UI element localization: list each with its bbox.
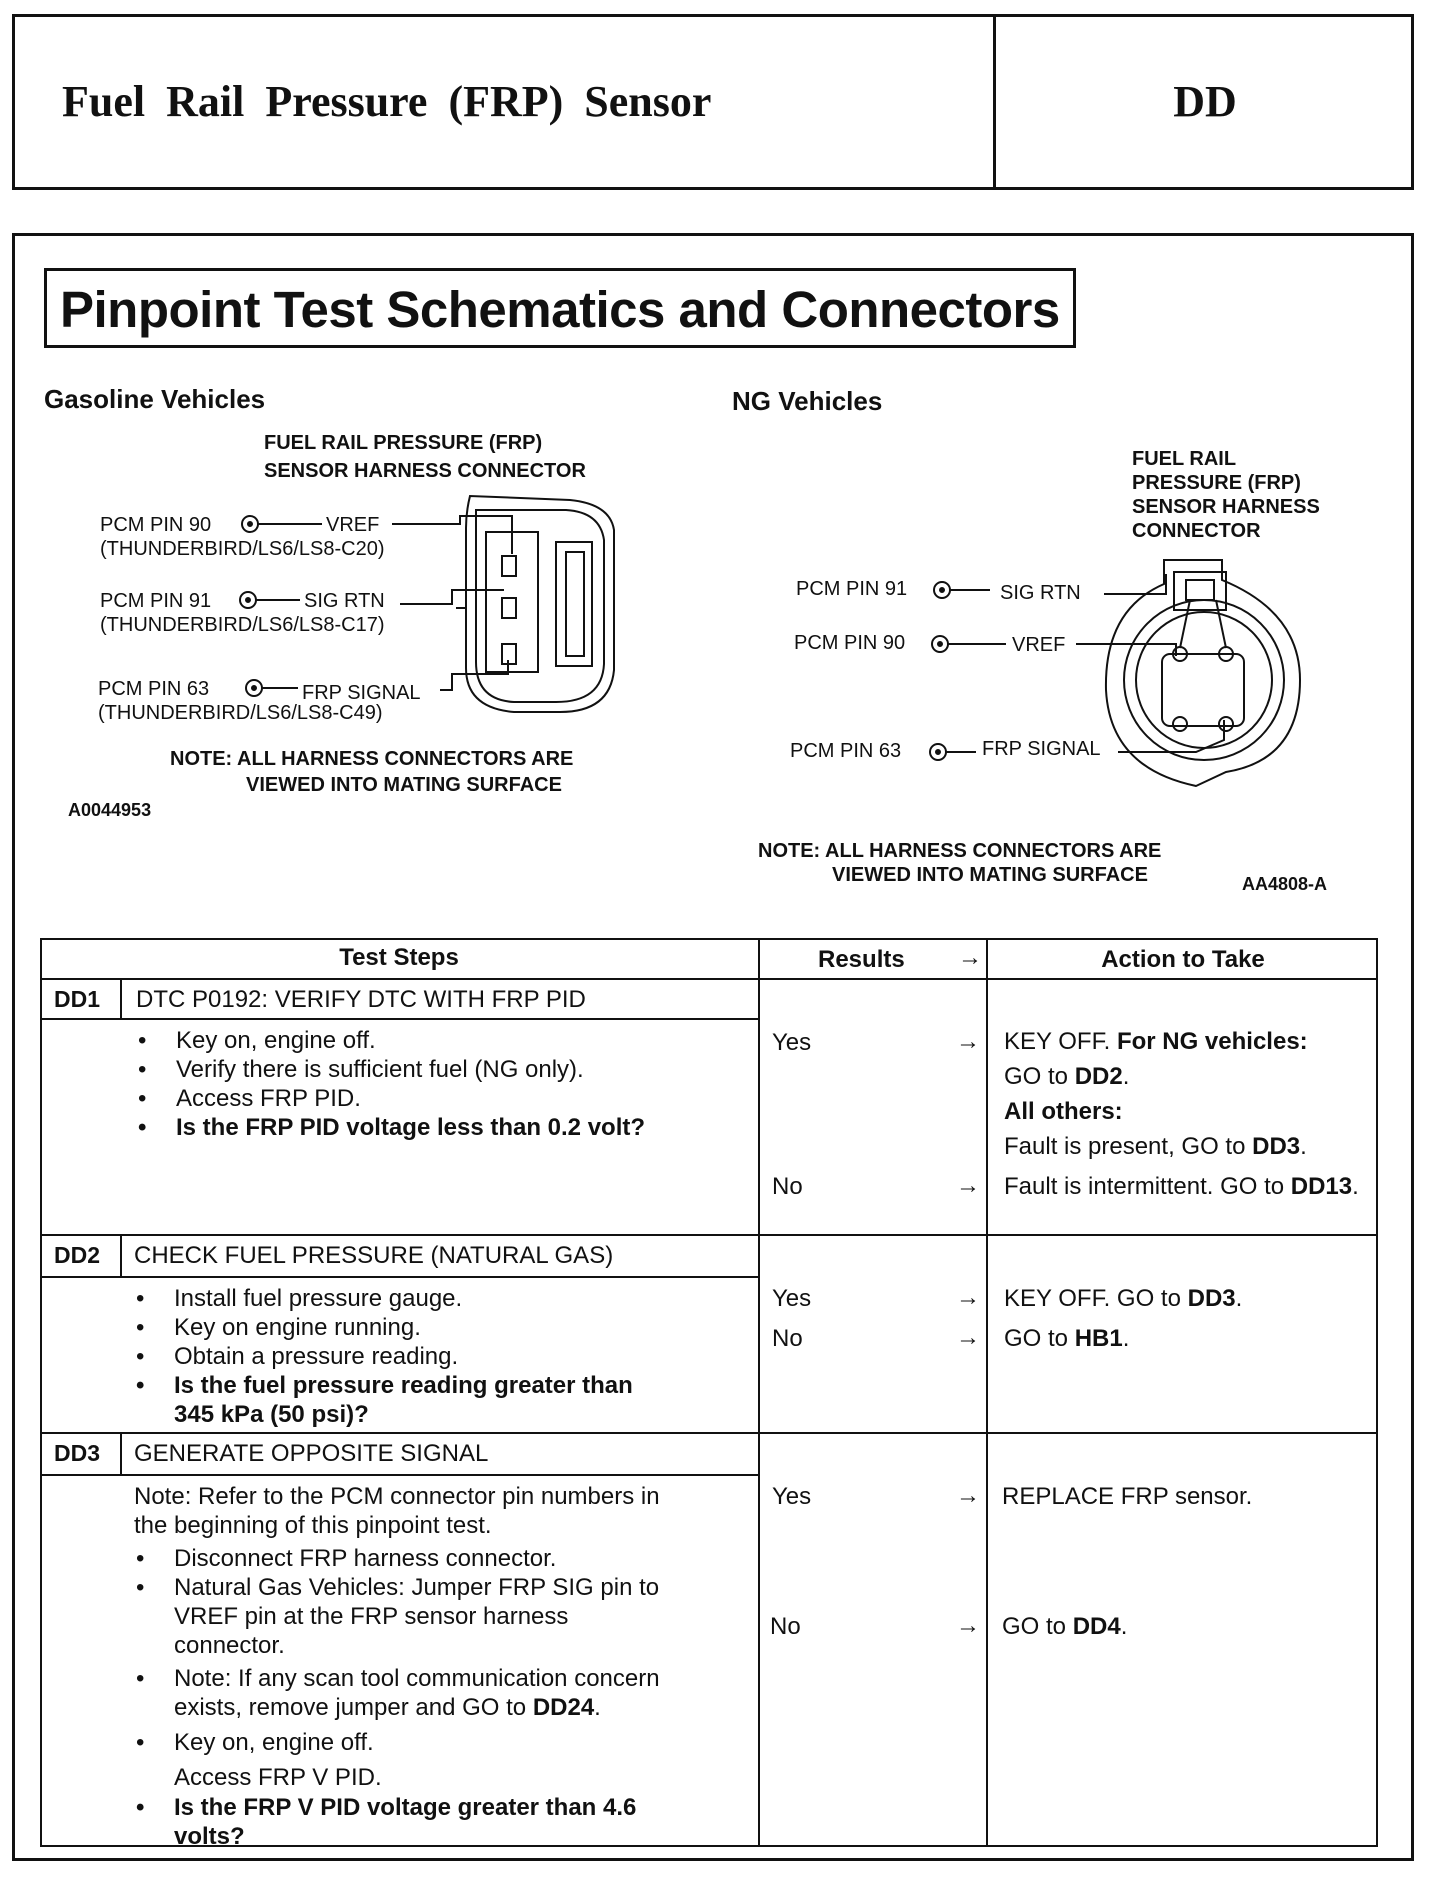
gas-pin-63-label: PCM PIN 63 <box>98 678 210 700</box>
gas-pin-63-vehicle: (THUNDERBIRD/LS6/LS8-C49) <box>98 702 383 724</box>
ng-terminal-cavity <box>1162 654 1244 726</box>
dd1-no: No <box>772 1173 803 1200</box>
list-item: • Natural Gas Vehicles: Jumper FRP SIG pin to VREF pin at the FRP sensor harness connector. <box>174 1573 660 1660</box>
dd2-title: CHECK FUEL PRESSURE (NATURAL GAS) <box>134 1242 614 1269</box>
list-item: • Key on, engine off. <box>174 1728 660 1757</box>
page-title: Fuel Rail Pressure (FRP) Sensor <box>62 77 712 126</box>
dd3-title-rule <box>40 1474 758 1476</box>
gas-pin-91-signal: SIG RTN <box>304 590 385 612</box>
list-item: • Note: If any scan tool communication concern exists, remove jumper and GO to DD24. <box>174 1664 660 1722</box>
gas-note-2: VIEWED INTO MATING SURFACE <box>246 774 562 796</box>
dd3-question: • Is the FRP V PID voltage greater than 4.6 volts? <box>174 1793 636 1851</box>
ng-ref-code: AA4808-A <box>1242 874 1328 894</box>
dd1-bottom-rule <box>40 1234 1378 1236</box>
header-rule <box>40 978 1378 980</box>
dd2-bottom-rule <box>40 1432 1378 1434</box>
dd2-title-rule <box>40 1276 758 1278</box>
dd1-id-divider <box>120 978 122 1018</box>
gas-pin-90-vehicle: (THUNDERBIRD/LS6/LS8-C20) <box>100 538 385 560</box>
dd3-access-pid: Access FRP V PID. <box>174 1764 382 1791</box>
col-divider-results <box>758 938 760 1847</box>
ng-connector-title-1: FUEL RAIL <box>1132 448 1237 470</box>
dd2-yes-action: KEY OFF. GO to DD3. <box>1004 1285 1243 1312</box>
list-item: • Install fuel pressure gauge. <box>174 1284 633 1313</box>
gas-connector-title-1: FUEL RAIL PRESSURE (FRP) <box>264 432 543 454</box>
ng-note-1: NOTE: ALL HARNESS CONNECTORS ARE <box>758 840 1162 862</box>
dd1-yes-arrow: → <box>956 1028 980 1055</box>
gas-ref-code: A0044953 <box>68 800 152 820</box>
dd2-no: No <box>772 1325 803 1352</box>
gas-note-1: NOTE: ALL HARNESS CONNECTORS ARE <box>170 748 574 770</box>
ng-heading: NG Vehicles <box>732 386 883 416</box>
ng-note-2: VIEWED INTO MATING SURFACE <box>832 864 1148 886</box>
gas-pin-91-vehicle: (THUNDERBIRD/LS6/LS8-C17) <box>100 614 385 636</box>
dd2-yes: Yes <box>772 1285 812 1312</box>
list-item: • Key on, engine off. <box>176 1026 645 1055</box>
dd3-id: DD3 <box>54 1440 101 1466</box>
col-header-arrow: → <box>958 944 982 971</box>
section-heading: Pinpoint Test Schematics and Connectors <box>60 281 1060 338</box>
dd2-id-divider <box>120 1234 122 1276</box>
col-header-test-steps: Test Steps <box>339 944 459 971</box>
gasoline-heading: Gasoline Vehicles <box>44 384 266 414</box>
gas-pin-90-label: PCM PIN 90 <box>100 514 212 536</box>
col-header-action: Action to Take <box>1101 946 1265 973</box>
col-header-results: Results <box>818 946 905 973</box>
ng-pin-91-label: PCM PIN 91 <box>796 578 908 600</box>
dd1-yes: Yes <box>772 1029 812 1056</box>
dd1-no-action: Fault is intermittent. GO to DD13. <box>1004 1173 1359 1200</box>
gas-pin-91-label: PCM PIN 91 <box>100 590 212 612</box>
gas-pin-63-signal: FRP SIGNAL <box>302 682 421 704</box>
dd1-title: DTC P0192: VERIFY DTC WITH FRP PID <box>136 986 586 1013</box>
ng-pin-90-signal: VREF <box>1012 634 1066 656</box>
dd3-steps <box>130 1544 660 1757</box>
gas-pin-90-signal: VREF <box>326 514 380 536</box>
ng-connector-title-3: SENSOR HARNESS <box>1132 496 1320 518</box>
dd1-title-rule <box>40 1018 758 1020</box>
ng-connector-title-4: CONNECTOR <box>1132 520 1261 542</box>
dd1-yes-action: KEY OFF. For NG vehicles: GO to DD2. All others: Fault is present, GO to DD3. <box>1004 1028 1308 1160</box>
ng-pin-91-signal: SIG RTN <box>1000 582 1081 604</box>
col-divider-action <box>986 938 988 1847</box>
list-item: • Verify there is sufficient fuel (NG only). <box>176 1055 645 1084</box>
dd1-question: • Is the FRP PID voltage less than 0.2 volt? <box>176 1113 645 1142</box>
ng-pin-63-signal: FRP SIGNAL <box>982 738 1101 760</box>
gas-latch <box>556 542 592 666</box>
dd3-no: No <box>770 1613 801 1640</box>
dd1-steps <box>132 1026 645 1142</box>
gas-connector-title-2: SENSOR HARNESS CONNECTOR <box>264 460 586 482</box>
ng-pin-90-label: PCM PIN 90 <box>794 632 906 654</box>
dd3-title: GENERATE OPPOSITE SIGNAL <box>134 1440 489 1467</box>
list-item: • Key on engine running. <box>174 1313 633 1342</box>
dd2-yes-arrow: → <box>956 1284 980 1311</box>
dd3-yes-arrow: → <box>956 1482 980 1509</box>
ng-connector-title-2: PRESSURE (FRP) <box>1132 472 1301 494</box>
dd1-id: DD1 <box>54 986 101 1012</box>
dd3-question-list <box>130 1793 636 1851</box>
dd3-yes-action: REPLACE FRP sensor. <box>1002 1483 1253 1510</box>
dd1-no-arrow: → <box>956 1172 980 1199</box>
dd2-steps <box>130 1284 633 1429</box>
dd3-no-arrow: → <box>956 1612 980 1639</box>
dd2-question: • Is the fuel pressure reading greater than 345 kPa (50 psi)? <box>174 1371 633 1429</box>
dd3-note: Note: Refer to the PCM connector pin numbers in the beginning of this pinpoint test. <box>134 1483 660 1539</box>
dd3-id-divider <box>120 1432 122 1474</box>
list-item: • Access FRP PID. <box>176 1084 645 1113</box>
list-item: • Obtain a pressure reading. <box>174 1342 633 1371</box>
dd2-no-action: GO to HB1. <box>1004 1325 1130 1352</box>
dd2-no-arrow: → <box>956 1324 980 1351</box>
dd2-id: DD2 <box>54 1242 101 1268</box>
dd3-no-action: GO to DD4. <box>1002 1613 1128 1640</box>
list-item: • Disconnect FRP harness connector. <box>174 1544 660 1573</box>
dd3-yes: Yes <box>772 1483 812 1510</box>
ng-pin-63-label: PCM PIN 63 <box>790 740 902 762</box>
section-code: DD <box>1173 77 1237 126</box>
